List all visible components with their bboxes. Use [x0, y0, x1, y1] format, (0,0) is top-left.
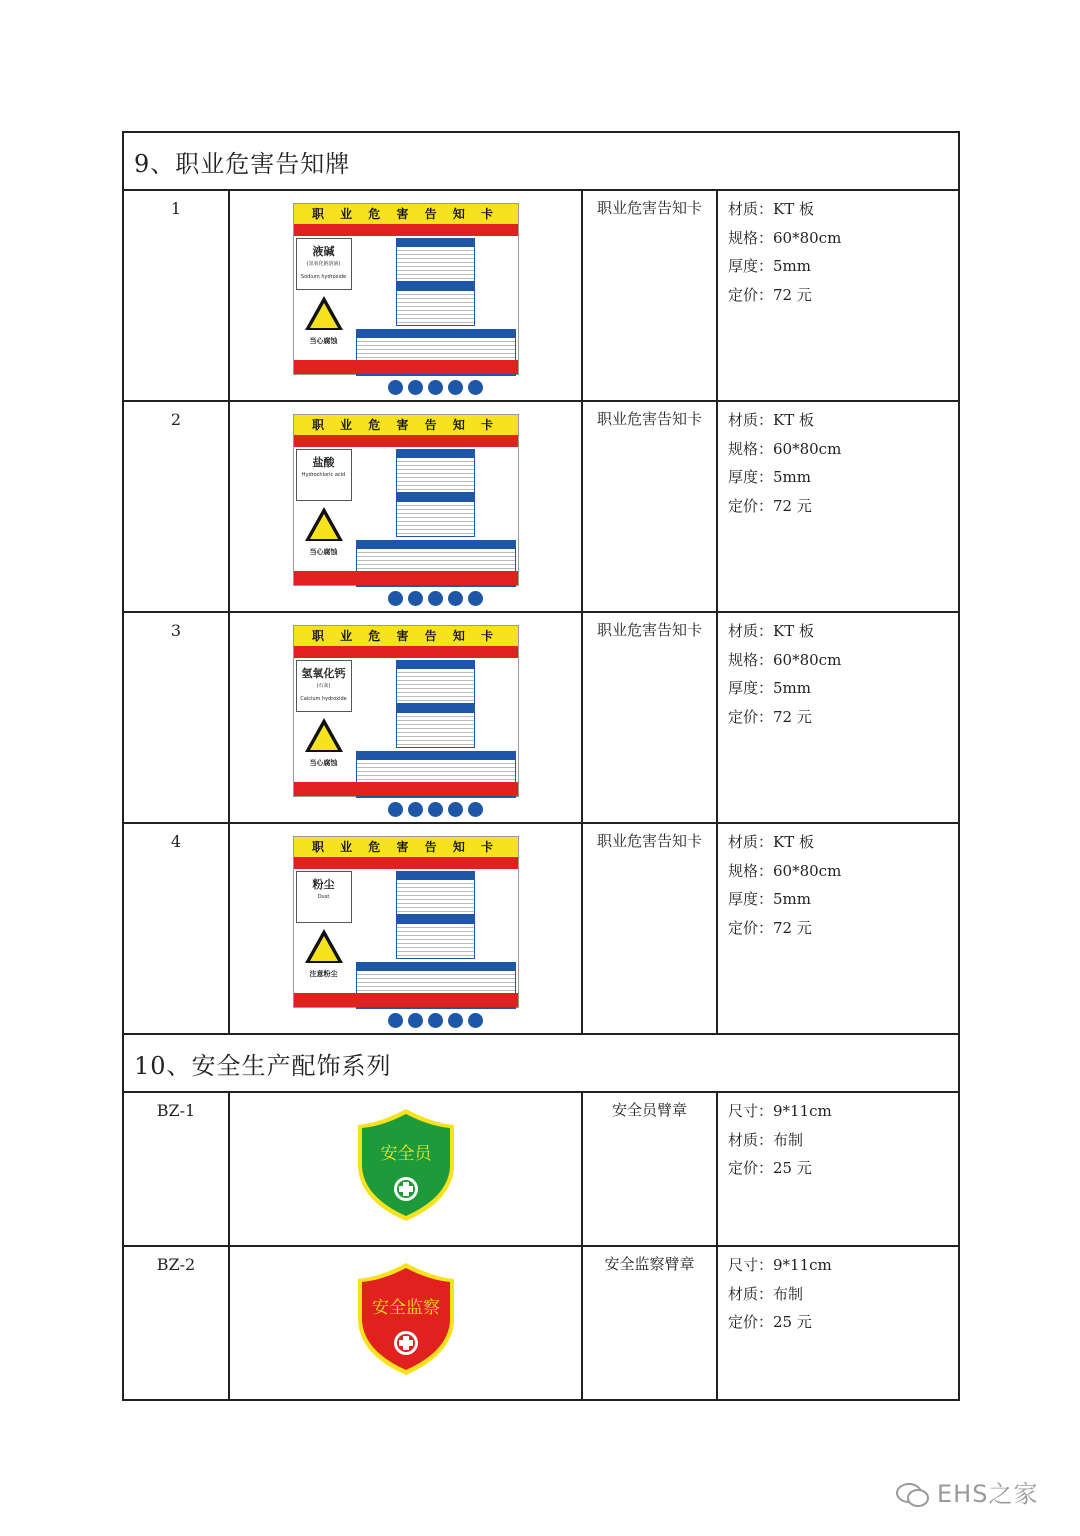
product-image-cell: [229, 612, 582, 823]
card-chemical-name: 氢氧化钙 (石灰) Calcium hydroxide: [296, 660, 352, 712]
badge-text: 安全员: [380, 1144, 431, 1164]
spec-line: 材质：布制: [728, 1284, 804, 1303]
table-row: [123, 190, 959, 401]
card-header: 职 业 危 害 告 知 卡: [294, 415, 518, 435]
glove-icon: [428, 1013, 443, 1028]
armband-badge-image: [350, 1105, 462, 1223]
suit-icon: [468, 380, 483, 395]
boot-icon: [448, 802, 463, 817]
spec-line: 材质：KT 板: [728, 833, 814, 851]
product-image-cell: [229, 190, 582, 401]
hazard-card-image: [293, 414, 519, 586]
spec-line: 材质：KT 板: [728, 622, 814, 640]
card-header: 职 业 危 害 告 知 卡: [294, 204, 518, 224]
table-row: [123, 612, 959, 823]
hazard-warning-icon: [305, 296, 343, 330]
table-row: [123, 1246, 959, 1400]
product-name: 职业危害告知卡: [582, 401, 717, 612]
spec-line: 材质：布制: [728, 1130, 804, 1149]
mask-icon: [408, 380, 423, 395]
wechat-watermark: [895, 1474, 1038, 1509]
suit-icon: [468, 802, 483, 817]
product-name: 安全员臂章: [582, 1092, 717, 1246]
product-image-cell: [229, 401, 582, 612]
card-header: 职 业 危 害 告 知 卡: [294, 837, 518, 857]
ppe-icons: [356, 376, 516, 398]
hazard-card-image: [293, 625, 519, 797]
card-chemical-name: 盐酸 Hydrochloric acid: [296, 449, 352, 501]
goggles-icon: [388, 1013, 403, 1028]
spec-line: 材质：KT 板: [728, 411, 814, 429]
spec-line: 材质：KT 板: [728, 200, 814, 218]
spec-cell: [717, 1246, 959, 1400]
armband-badge-image: [350, 1259, 462, 1377]
mask-icon: [408, 802, 423, 817]
card-warning-text: 当心腐蚀: [309, 548, 338, 556]
card-warning-text: 注意粉尘: [309, 970, 338, 978]
spec-line: 尺寸：9*11cm: [728, 1256, 832, 1274]
glove-icon: [428, 802, 443, 817]
goggles-icon: [388, 802, 403, 817]
hazard-warning-icon: [305, 929, 343, 963]
product-name: 职业危害告知卡: [582, 823, 717, 1034]
product-catalog-table: [122, 131, 960, 1401]
badge-text: 安全监察: [371, 1298, 440, 1318]
table-row: [123, 401, 959, 612]
product-name: 安全监察臂章: [582, 1246, 717, 1400]
hazard-warning-icon: [305, 718, 343, 752]
section-title-occupational-hazard: 9、职业危害告知牌: [123, 132, 959, 190]
spec-line: 规格：60*80cm: [728, 439, 842, 458]
goggles-icon: [388, 380, 403, 395]
spec-cell: [717, 823, 959, 1034]
mask-icon: [408, 1013, 423, 1028]
goggles-icon: [388, 591, 403, 606]
product-image-cell: [229, 1092, 582, 1246]
card-warning-text: 当心腐蚀: [309, 337, 338, 345]
ppe-icons: [356, 1009, 516, 1031]
item-number: 2: [123, 401, 229, 612]
ppe-icons: [356, 587, 516, 609]
watermark-text: EHS之家: [937, 1480, 1039, 1508]
spec-line: 定价：72 元: [728, 707, 812, 726]
card-chemical-name: 粉尘 Dust: [296, 871, 352, 923]
spec-cell: [717, 190, 959, 401]
hazard-card-image: [293, 836, 519, 1008]
product-name: 职业危害告知卡: [582, 612, 717, 823]
spec-line: 尺寸：9*11cm: [728, 1102, 832, 1120]
spec-line: 定价：72 元: [728, 496, 812, 515]
spec-line: 定价：25 元: [728, 1159, 812, 1177]
spec-line: 厚度：5mm: [728, 257, 811, 275]
table-row: [123, 823, 959, 1034]
spec-line: 厚度：5mm: [728, 890, 811, 908]
spec-cell: [717, 401, 959, 612]
hazard-warning-icon: [305, 507, 343, 541]
mask-icon: [408, 591, 423, 606]
item-number: 1: [123, 190, 229, 401]
spec-cell: [717, 1092, 959, 1246]
card-chemical-name: 液碱 (氢氧化钠溶液) Sodium hydroxide: [296, 238, 352, 290]
item-number: BZ-2: [123, 1246, 229, 1400]
glove-icon: [428, 380, 443, 395]
product-image-cell: [229, 823, 582, 1034]
wechat-icon: [895, 1482, 931, 1508]
spec-line: 规格：60*80cm: [728, 228, 842, 247]
product-image-cell: [229, 1246, 582, 1400]
card-header: 职 业 危 害 告 知 卡: [294, 626, 518, 646]
boot-icon: [448, 591, 463, 606]
spec-line: 定价：72 元: [728, 285, 812, 304]
item-number: 3: [123, 612, 229, 823]
item-number: 4: [123, 823, 229, 1034]
spec-line: 定价：72 元: [728, 918, 812, 937]
card-warning-text: 当心腐蚀: [309, 759, 338, 767]
spec-line: 厚度：5mm: [728, 679, 811, 697]
suit-icon: [468, 591, 483, 606]
spec-cell: [717, 612, 959, 823]
boot-icon: [448, 380, 463, 395]
spec-line: 规格：60*80cm: [728, 650, 842, 669]
spec-line: 规格：60*80cm: [728, 861, 842, 880]
ppe-icons: [356, 798, 516, 820]
suit-icon: [468, 1013, 483, 1028]
product-name: 职业危害告知卡: [582, 190, 717, 401]
glove-icon: [428, 591, 443, 606]
table-row: [123, 1092, 959, 1246]
section-title-safety-accessories: 10、安全生产配饰系列: [123, 1034, 959, 1092]
hazard-card-image: [293, 203, 519, 375]
spec-line: 定价：25 元: [728, 1313, 812, 1331]
spec-line: 厚度：5mm: [728, 468, 811, 486]
boot-icon: [448, 1013, 463, 1028]
item-number: BZ-1: [123, 1092, 229, 1246]
